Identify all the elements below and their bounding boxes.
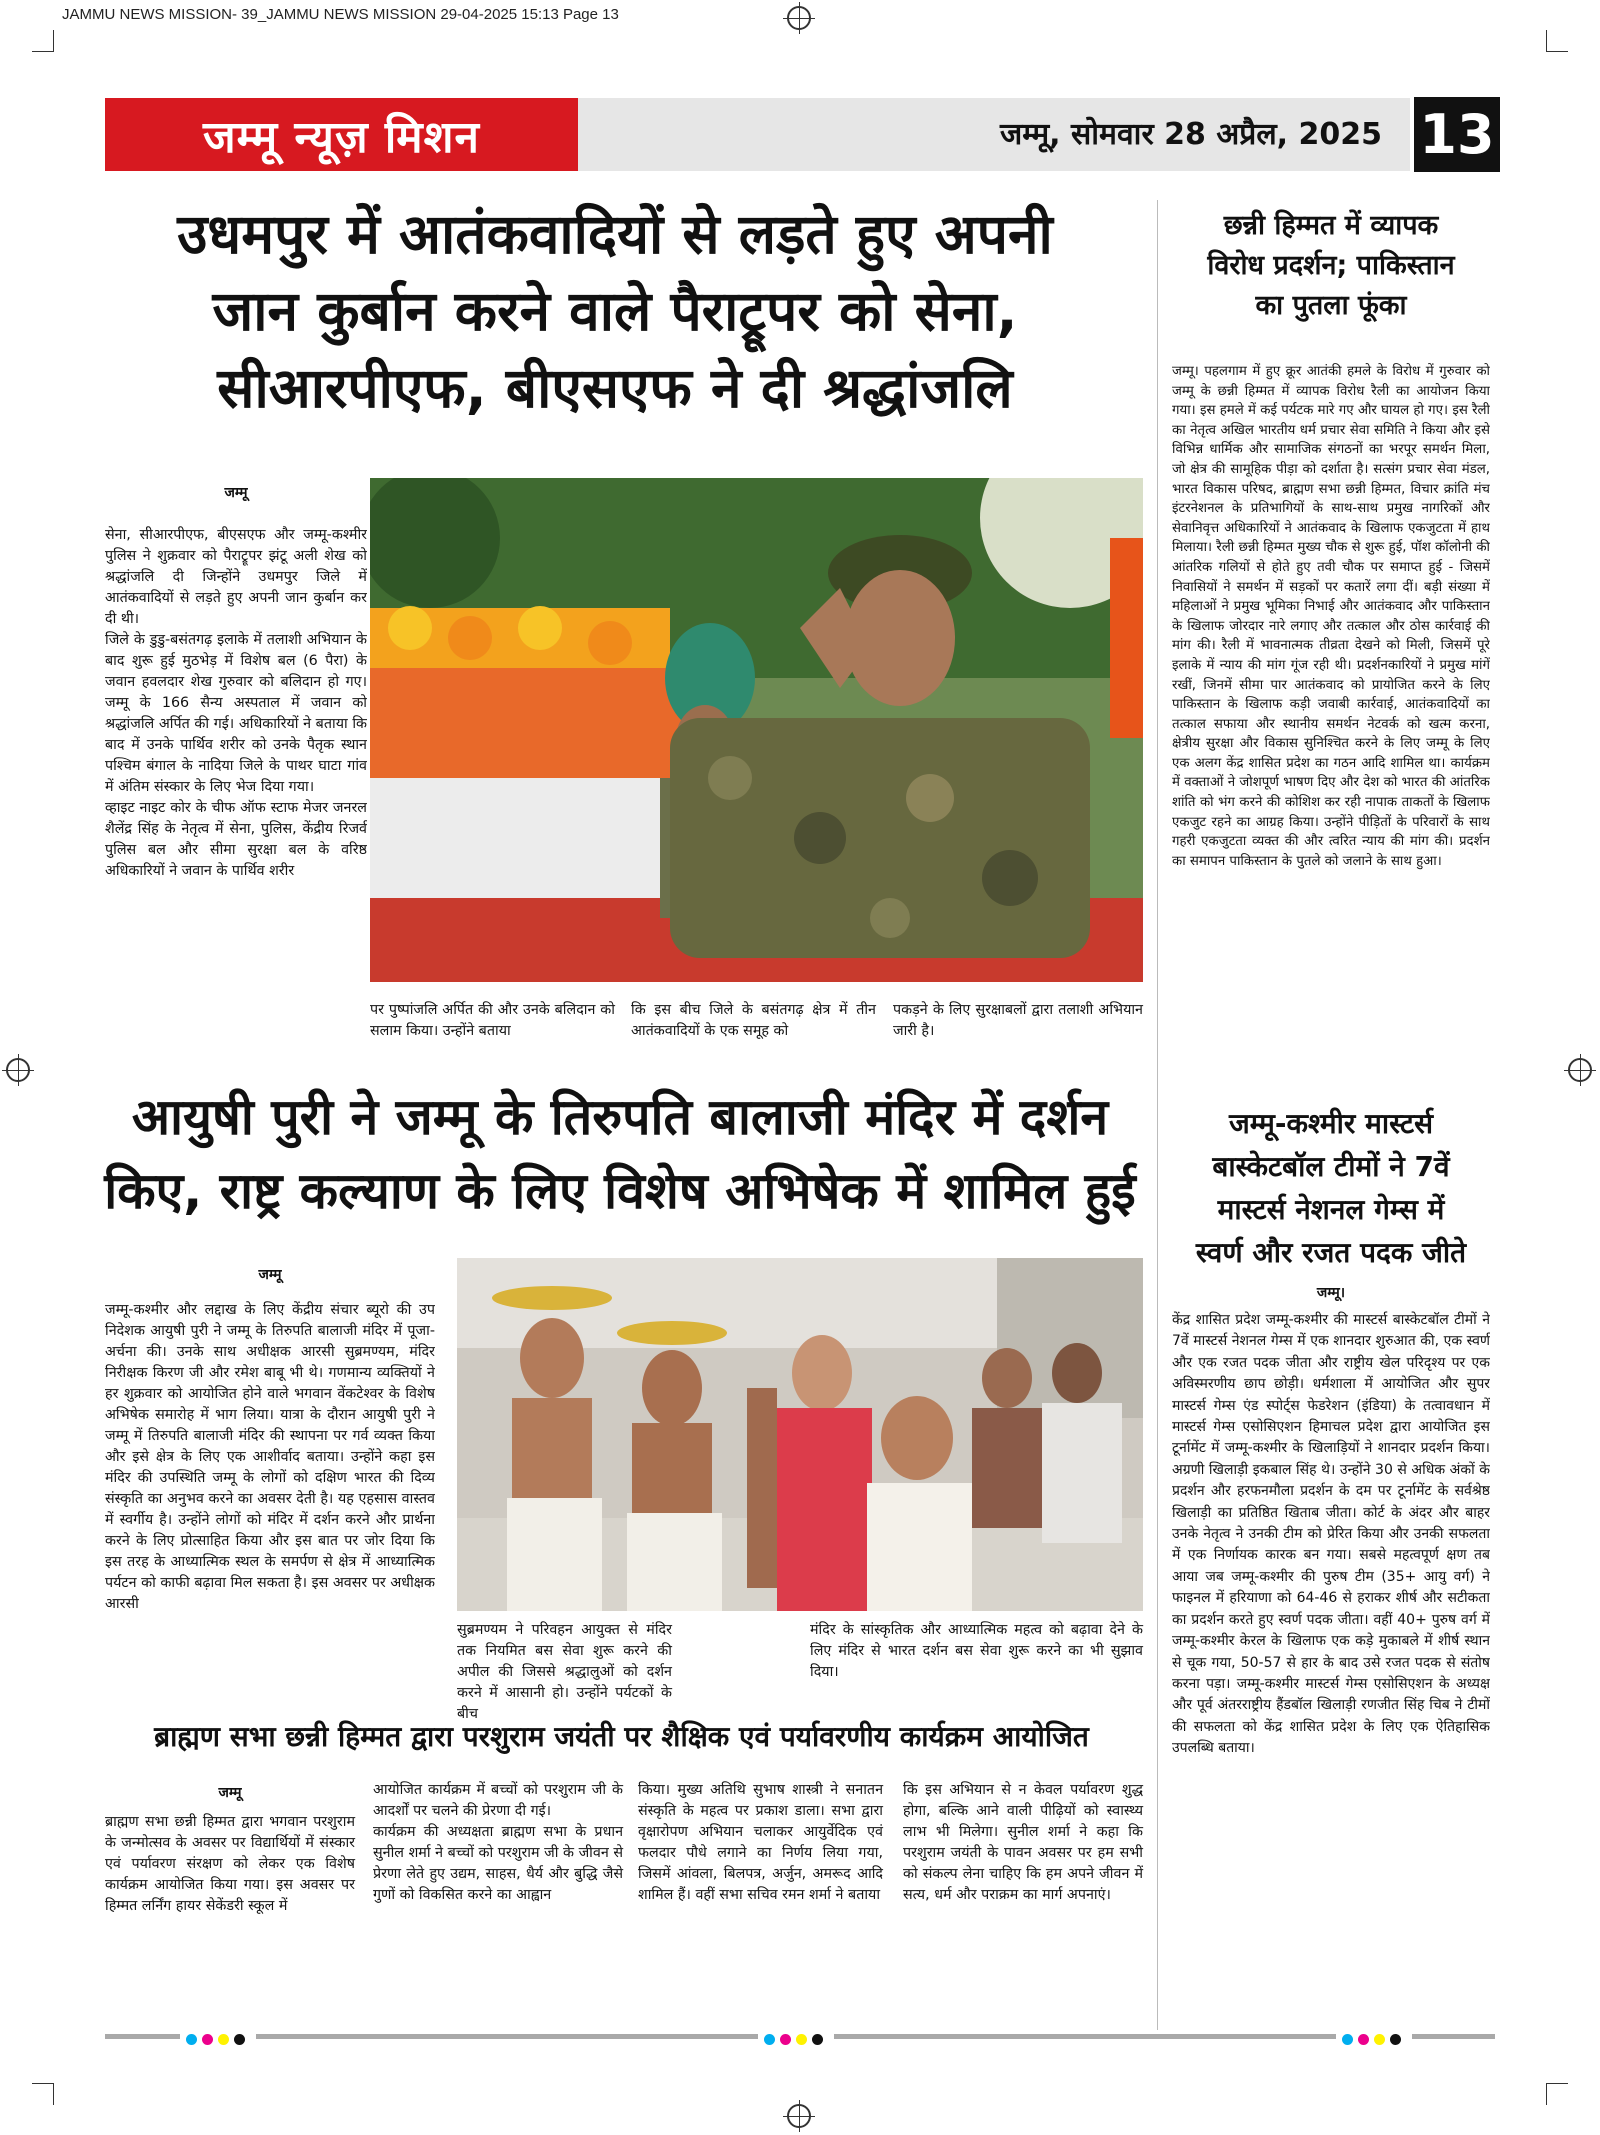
color-registration-dots: [1336, 2030, 1412, 2049]
story5-headline-line: बास्केटबॉल टीमों ने 7वें: [1212, 1150, 1450, 1183]
story2-body-col2: सुब्रमण्यम ने परिवहन आयुक्त से मंदिर तक नियमित बस सेवा शुरू करने की अपील की जिससे श्रद्धालुओं को दर्शन करने में आसानी हो। उन्होंने पर्यटकों के बीच: [457, 1622, 672, 1722]
story2-headline: [95, 1080, 1145, 1228]
cyan-dot-icon: [186, 2034, 197, 2045]
story5-dateline: जम्मू।: [1316, 1285, 1346, 1301]
cyan-dot-icon: [764, 2034, 775, 2045]
story2-headline-line: आयुषी पुरी ने जम्मू के तिरुपति बालाजी मंदिर में दर्शन: [131, 1088, 1109, 1146]
registration-mark-icon: [6, 1058, 30, 1082]
story1-headline: [100, 196, 1130, 427]
cyan-dot-icon: [1342, 2034, 1353, 2045]
story1-headline-line: जान कुर्बान करने वाले पैराट्रूपर को सेना,: [212, 279, 1018, 343]
story5-headline-line: जम्मू-कश्मीर मास्टर्स: [1228, 1107, 1434, 1140]
story4-headline-line: छन्नी हिम्मत में व्यापक: [1223, 210, 1439, 241]
story1-body-col2: पर पुष्पांजलि अर्पित की और उनके बलिदान को सलाम किया। उन्होंने बताया: [370, 1002, 615, 1039]
story1-body-col4: पकड़ने के लिए सुरक्षाबलों द्वारा तलाशी अभियान जारी है।: [893, 1002, 1143, 1039]
crop-mark-icon: [32, 30, 54, 52]
story3-body-col2: आयोजित कार्यक्रम में बच्चों को परशुराम जी के आदर्शों पर चलने की प्रेरणा दी गई। कार्यक्रम की अध्यक्षता ब्राह्मण सभा के प्रधान सुनील शर्मा ने बच्चों को परशुराम जी के जीवन से प्रेरणा लेते हुए उद्यम, साहस, धैर्य और बुद्धि जैसे गुणों को विकसित करने का आह्वान: [373, 1782, 623, 1903]
story3-dateline: जम्मू: [218, 1785, 242, 1801]
story2-body-col3: मंदिर के सांस्कृतिक और आध्यात्मिक महत्व को बढ़ावा देने के लिए मंदिर से भारत दर्शन बस सेवा शुरू करने का भी सुझाव दिया।: [810, 1622, 1143, 1680]
black-dot-icon: [1390, 2034, 1401, 2045]
yellow-dot-icon: [218, 2034, 229, 2045]
story3-body-col1: ब्राह्मण सभा छन्नी हिम्मत द्वारा भगवान परशुराम के जन्मोत्सव के अवसर पर विद्यार्थियों में संस्कार एवं पर्यावरण संरक्षण को लेकर एक विशेष कार्यक्रम आयोजित किया गया। इस अवसर पर हिम्मत लर्निंग हायर सेकेंडरी स्कूल में: [105, 1814, 355, 1914]
magenta-dot-icon: [202, 2034, 213, 2045]
story5-body: केंद्र शासित प्रदेश जम्मू-कश्मीर की मास्टर्स बास्केटबॉल टीमों ने 7वें मास्टर्स नेशनल गेम्स में एक शानदार शुरुआत की, एक स्वर्ण और एक रजत पदक जीता और राष्ट्रीय खेल परिदृश्य पर एक अविस्मरणीय छाप छोड़ी। धर्मशाला में आयोजित और सुपर मास्टर्स गेम्स एंड स्पोर्ट्स फेडरेशन (इंडिया) के तत्वावधान में मास्टर्स गेम्स एसोसिएशन हिमाचल प्रदेश द्वारा आयोजित इस टूर्नामेंट में जम्मू-कश्मीर के खिलाड़ियों ने शानदार प्रदर्शन किया। अग्रणी खिलाड़ी इकबाल सिंह थे। उन्होंने 30 से अधिक अंकों के प्रदर्शन और हरफनमौला प्रदर्शन के दम पर टूर्नामेंट के सर्वश्रेष्ठ खिलाड़ी का प्रतिष्ठित खिताब जीता। कोर्ट के अंदर और बाहर उनके नेतृत्व ने उनकी टीम को प्रेरित किया और उनकी सफलता में एक निर्णायक कारक बन गया। सबसे महत्वपूर्ण क्षण तब आया जब जम्मू-कश्मीर की पुरुष टीम (35+ आयु वर्ग) ने फाइनल में हरियाणा को 64-46 से हराकर शीर्ष और सटीकता का प्रदर्शन करते हुए स्वर्ण पदक जीता। वहीं 40+ पुरुष वर्ग में जम्मू-कश्मीर केरल के खिलाफ एक कड़े मुकाबले में शीर्ष स्थान से चूक गया, 50-57 से हार के बाद उसे रजत पदक से संतोष करना पड़ा। जम्मू-कश्मीर मास्टर्स गेम्स एसोसिएशन के अध्यक्ष और पूर्व अंतरराष्ट्रीय हैंडबॉल खिलाड़ी रणजीत सिंह चिब ने टीमों की सफलता को केंद्र शासित प्रदेश के लिए एक ऐतिहासिक उपलब्धि बताया।: [1172, 1312, 1490, 1757]
color-registration-dots: [180, 2030, 256, 2049]
story2-headline-line: किए, राष्ट्र कल्याण के लिए विशेष अभिषेक में शामिल हुई: [104, 1162, 1136, 1220]
yellow-dot-icon: [1374, 2034, 1385, 2045]
story5-headline: [1166, 1102, 1496, 1274]
story1-headline-line: उधमपुर में आतंकवादियों से लड़ते हुए अपनी: [177, 202, 1053, 266]
crop-mark-icon: [1546, 30, 1568, 52]
story5-headline-line: मास्टर्स नेशनल गेम्स में: [1217, 1193, 1445, 1226]
story4-headline: [1166, 206, 1496, 326]
masthead-date: जम्मू, सोमवार 28 अप्रैल, 2025: [1000, 117, 1383, 152]
crop-mark-icon: [32, 2083, 54, 2105]
registration-mark-icon: [787, 6, 811, 30]
black-dot-icon: [812, 2034, 823, 2045]
story2-dateline: जम्मू: [258, 1267, 282, 1283]
story4-body: जम्मू। पहलगाम में हुए क्रूर आतंकी हमले के विरोध में गुरुवार को जम्मू के छन्नी हिम्मत में व्यापक विरोध रैली का आयोजन किया गया। इस हमले में कई पर्यटक मारे गए और घायल हो गए। इस रैली का नेतृत्व अखिल भारतीय धर्म प्रचार सेवा समिति ने किया और इसे विभिन्न धार्मिक और सामाजिक संगठनों का भरपूर समर्थन मिला, जो क्षेत्र की सामूहिक पीड़ा को दर्शाता है। सत्संग प्रचार सेवा मंडल, भारत विकास परिषद, ब्राह्मण सभा छन्नी हिम्मत, विचार क्रांति मंच इंटरनेशनल के प्रतिभागियों के साथ-साथ प्रमुख नागरिकों और सेवानिवृत्त अधिकारियों ने आतंकवाद के खिलाफ एकजुटता में हाथ मिलाया। रैली छन्नी हिम्मत मुख्य चौक से शुरू हुई, पॉश कॉलोनी की आंतरिक गलियों से होते हुए तवी चौक पर समाप्त हुई - जिसमें निवासियों ने समर्थन में सड़कों पर कतारें लगा दीं। बड़ी संख्या में महिलाओं ने प्रमुख भूमिका निभाई और आतंकवाद और पाकिस्तान के खिलाफ जोरदार नारे लगाए और तत्काल और ठोस कार्रवाई की मांग की। रैली में भावनात्मक तीव्रता देखने को मिली, जिसमें पूरे इलाके में न्याय की मांग गूंज रही थी। प्रदर्शनकारियों ने प्रमुख मांगें रखीं, जिनमें सीमा पार आतंकवाद को प्रायोजित करने के लिए पाकिस्तान के खिलाफ कड़ी जवाबी कार्रवाई, आतंकवादियों का तत्काल सफाया और स्थानीय समर्थन नेटवर्क को खत्म करना, क्षेत्रीय सुरक्षा और विकास सुनिश्चित करने के लिए जम्मू के लिए एक अलग केंद्र शासित प्रदेश का गठन आदि शामिल था। कार्यक्रम में वक्ताओं ने जोशपूर्ण भाषण दिए और देश को भारत की आंतरिक शांति को भंग करने की कोशिश कर रही नापाक ताकतों के खिलाफ एकजुट रहने का आग्रह किया। उन्होंने पीड़ितों के परिवारों के साथ गहरी एकजुटता व्यक्त की और त्वरित न्याय की मांग की। प्रदर्शन का समापन पाकिस्तान के पुतले को जलाने के साथ हुआ।: [1172, 364, 1490, 869]
story2-body-col1: जम्मू-कश्मीर और लद्दाख के लिए केंद्रीय संचार ब्यूरो की उप निदेशक आयुषी पुरी ने जम्मू के तिरुपति बालाजी मंदिर में पूजा-अर्चना की। उनके साथ अधीक्षक आरसी सुब्रमण्यम, मंदिर निरीक्षक किरण जी और रमेश बाबू भी थे। गणमान्य व्यक्तियों ने हर शुक्रवार को आयोजित होने वाले भगवान वेंकटेश्वर के विशेष अभिषेक समारोह में भाग लिया। यात्रा के दौरान आयुषी पुरी ने जम्मू में तिरुपति बालाजी मंदिर की स्थापना पर गर्व व्यक्त किया और इसे क्षेत्र के लिए एक आशीर्वाद बताया। उन्होंने कहा इस मंदिर की उपस्थिति जम्मू के लोगों को दक्षिण भारत की दिव्य संस्कृति का अनुभव करने का अवसर देती है। यह एहसास वास्तव में स्वर्गीय है। उन्होंने लोगों को मंदिर में दर्शन करने और प्रार्थना करने के लिए प्रोत्साहित किया और इस बात पर जोर दिया कि इस तरह के आध्यात्मिक स्थल के समर्पण से क्षेत्र में आध्यात्मिक पर्यटन को काफी बढ़ावा मिल सकता है। इस अवसर पर अधीक्षक आरसी: [105, 1302, 435, 1612]
story1-photo: [370, 478, 1143, 982]
story5-headline-line: स्वर्ण और रजत पदक जीते: [1195, 1236, 1467, 1269]
story1-headline-line: सीआरपीएफ, बीएसएफ ने दी श्रद्धांजलि: [217, 356, 1013, 420]
registration-mark-icon: [1568, 1058, 1592, 1082]
column-divider: [1157, 200, 1158, 2030]
story4-headline-line: विरोध प्रदर्शन; पाकिस्तान: [1207, 250, 1455, 281]
story2-photo: [457, 1258, 1143, 1611]
story3-headline: ब्राह्मण सभा छन्नी हिम्मत द्वारा परशुराम जयंती पर शैक्षिक एवं पर्यावरणीय कार्यक्रम आयोजित: [154, 1720, 1089, 1753]
black-dot-icon: [234, 2034, 245, 2045]
magenta-dot-icon: [1358, 2034, 1369, 2045]
color-registration-dots: [758, 2030, 834, 2049]
yellow-dot-icon: [796, 2034, 807, 2045]
masthead-title: जम्मू न्यूज़ मिशन: [105, 98, 578, 171]
story1-body-col3: कि इस बीच जिले के बसंतगढ़ क्षेत्र में तीन आतंकवादियों के एक समूह को: [631, 1002, 876, 1039]
print-slug: JAMMU NEWS MISSION- 39_JAMMU NEWS MISSION 29-04-2025 15:13 Page 13: [62, 6, 619, 23]
story1-body-col1: सेना, सीआरपीएफ, बीएसएफ और जम्मू-कश्मीर पुलिस ने शुक्रवार को पैराट्रूपर झंटू अली शेख को श्रद्धांजलि दी जिन्होंने उधमपुर जिले में आतंकवादियों से लड़ते हुए अपनी जान कुर्बान कर दी थी। जिले के डुडु-बसंतगढ़ इलाके में तलाशी अभियान के बाद शुरू हुई मुठभेड़ में विशेष बल (6 पैरा) के जवान हवलदार शेख गुरुवार को बलिदान हो गए। जम्मू के 166 सैन्य अस्पताल में जवान को श्रद्धांजलि अर्पित की गई। अधिकारियों ने बताया कि बाद में उनके पार्थिव शरीर को उनके पैतृक स्थान पश्चिम बंगाल के नादिया जिले के पाथर घाटा गांव में अंतिम संस्कार के लिए भेज दिया गया। व्हाइट नाइट कोर के चीफ ऑफ स्टाफ मेजर जनरल शैलेंद्र सिंह के नेतृत्व में सेना, पुलिस, केंद्रीय रिजर्व पुलिस बल और सीमा सुरक्षा बल के वरिष्ठ अधिकारियों ने जवान के पार्थिव शरीर: [105, 527, 367, 879]
story3-body-col4: कि इस अभियान से न केवल पर्यावरण शुद्ध होगा, बल्कि आने वाली पीढ़ियों को स्वास्थ्य लाभ भी मिलेगा। सुनील शर्मा ने कहा कि परशुराम जयंती के पावन अवसर पर हम सभी को संकल्प लेना चाहिए कि हम अपने जीवन में सत्य, धर्म और पराक्रम का मार्ग अपनाएं।: [903, 1782, 1143, 1903]
crop-mark-icon: [1546, 2083, 1568, 2105]
page-number: 13: [1414, 97, 1500, 172]
magenta-dot-icon: [780, 2034, 791, 2045]
story4-headline-line: का पुतला फूंका: [1255, 290, 1407, 321]
registration-mark-icon: [787, 2104, 811, 2128]
story3-body-col3: किया। मुख्य अतिथि सुभाष शास्त्री ने सनातन संस्कृति के महत्व पर प्रकाश डाला। सभा द्वारा वृक्षारोपण अभियान चलाकर आयुर्वेदिक एवं फलदार पौधे लगाने का निर्णय लिया गया, जिसमें आंवला, बिलपत्र, अर्जुन, अमरूद आदि शामिल हैं। वहीं सभा सचिव रमन शर्मा ने बताया: [638, 1782, 883, 1903]
story1-dateline: जम्मू: [224, 485, 248, 501]
